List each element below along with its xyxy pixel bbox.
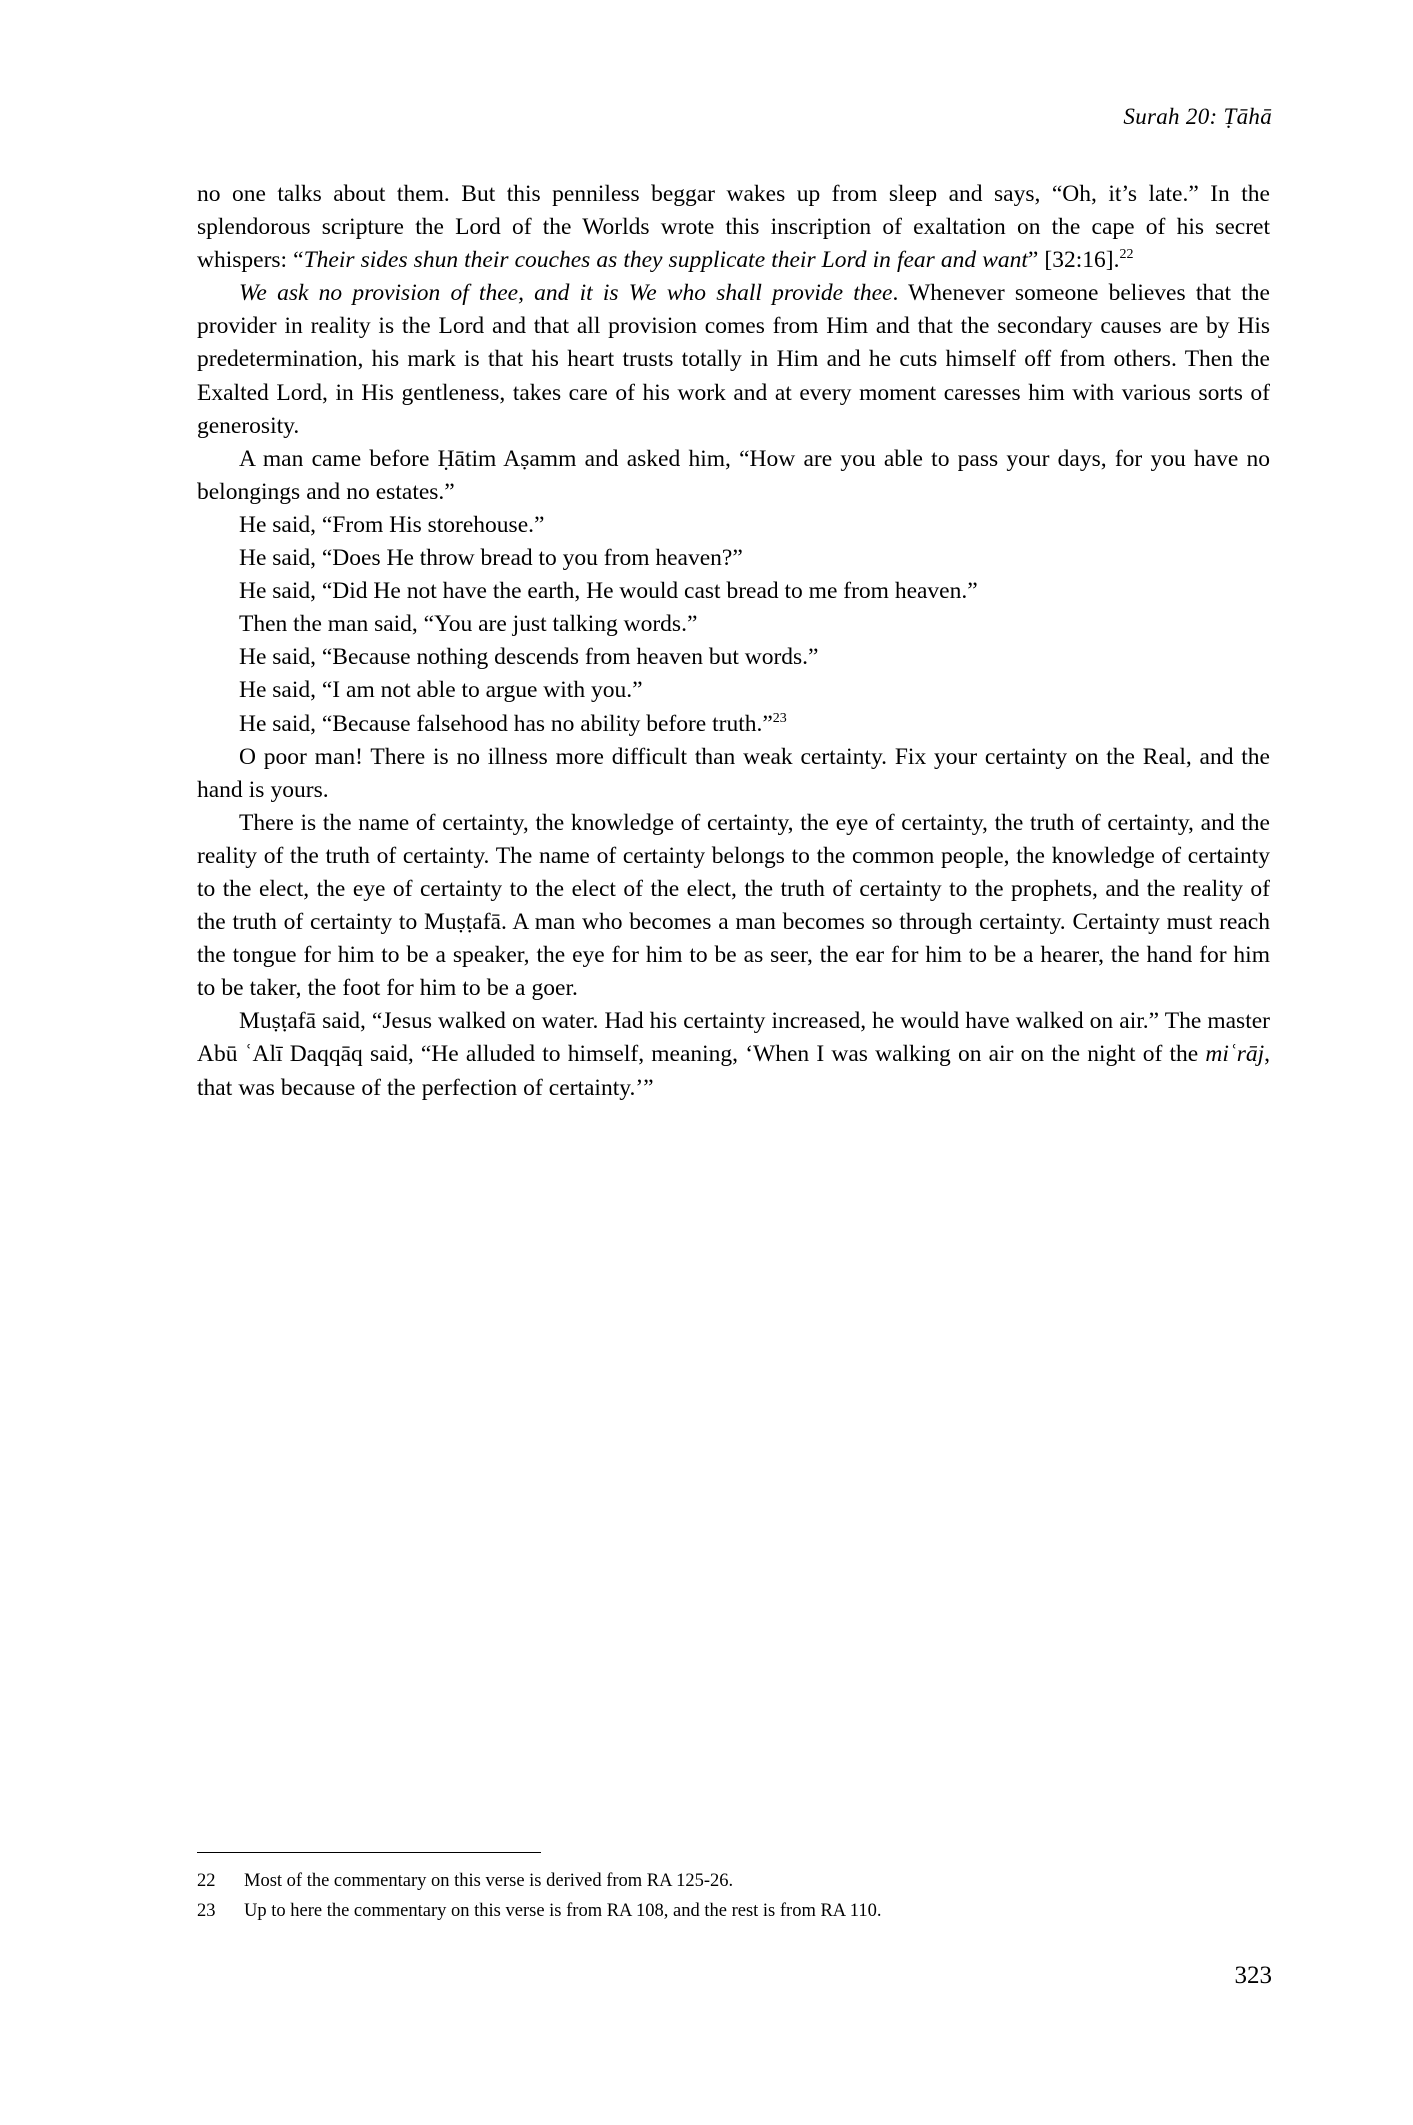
body-paragraph xyxy=(197,178,1270,277)
dialogue-text: Then the man said, “You are just talking words.” xyxy=(239,611,698,638)
body-paragraph xyxy=(197,1005,1270,1104)
footnote-list xyxy=(197,1866,1277,1926)
text-run: . Whenever someone believes that the provider in reality is the Lord and that all provision comes from Him and that the secondary causes are by His predetermination, his mark is that his heart trusts totally in Him and he cuts himself off from others. Then the Exalted Lord, in His gentleness, takes care of his work and at every moment caresses him with various sorts of generosity. xyxy=(197,280,1270,439)
footnote-number[interactable]: 22 xyxy=(197,1871,216,1891)
body-paragraph xyxy=(197,807,1270,1006)
dialogue-line xyxy=(197,608,1270,641)
dialogue-line xyxy=(197,542,1270,575)
footnote-separator-rule xyxy=(197,1852,541,1853)
footnote-item xyxy=(197,1896,1277,1926)
paragraph-group-bottom xyxy=(197,741,1270,1105)
body-text-column xyxy=(197,178,1270,1105)
text-run: ” [32:16]. xyxy=(1027,247,1120,274)
body-paragraph xyxy=(197,741,1270,807)
dialogue-text: He said, “Because nothing descends from heaven but words.” xyxy=(239,644,819,671)
quoted-italic-run: Their sides shun their couches as they supplicate their Lord in fear and want xyxy=(303,247,1028,274)
text-run: There is the name of certainty, the knowledge of certainty, the eye of certainty, the truth of certainty, and the reality of the truth of certainty. The name of certainty belongs to the common people, the knowledge of certainty to the elect, the eye of certainty to the elect of the elect, the truth of certainty to the prophets, and the reality of the truth of certainty to Muṣṭafā. A man who becomes a man becomes so through certainty. Certainty must reach the tongue for him to be a speaker, the eye for him to be as seer, the ear for him to be a hearer, the hand for him to be taker, the foot for him to be a goer. xyxy=(197,809,1270,1002)
dialogue-text: He said, “Does He throw bread to you from heaven?” xyxy=(239,545,743,572)
dialogue-text: He said, “I am not able to argue with you.” xyxy=(239,677,643,704)
footnote-reference-marker[interactable]: 23 xyxy=(772,710,787,726)
dialogue-text: He said, “Did He not have the earth, He would cast bread to me from heaven.” xyxy=(239,578,978,605)
footnote-number[interactable]: 23 xyxy=(197,1901,216,1921)
footnote-reference-marker[interactable]: 22 xyxy=(1119,247,1134,263)
dialogue-line xyxy=(197,509,1270,542)
text-run: , that was because of the perfection of certainty.’” xyxy=(197,1041,1270,1101)
text-run: Muṣṭafā said, “Jesus walked on water. Had his certainty increased, he would have walked on air.” The master Abū ʿAlī Daqqāq said, “He alluded to himself, meaning, ‘When I was walking on air on the night of the xyxy=(197,1008,1270,1068)
quoted-italic-run: miʿrāj xyxy=(1205,1041,1265,1068)
page-number: 323 xyxy=(1234,1962,1272,1989)
dialogue-text: He said, “Because falsehood has no ability before truth.” xyxy=(239,710,773,737)
paragraph-group-top xyxy=(197,178,1270,509)
dialogue-line xyxy=(197,641,1270,674)
quoted-italic-run: We ask no provision of thee, and it is We who shall provide thee xyxy=(239,280,893,307)
body-paragraph xyxy=(197,277,1270,442)
footnote-item xyxy=(197,1866,1277,1896)
dialogue-group xyxy=(197,509,1270,741)
dialogue-line xyxy=(197,708,1270,741)
footnote-area xyxy=(197,1852,1277,1926)
dialogue-text: He said, “From His storehouse.” xyxy=(239,511,545,538)
text-run: A man came before Ḥātim Aṣamm and asked him, “How are you able to pass your days, for you have no belongings and no estates.” xyxy=(197,445,1270,505)
footnote-text: Most of the commentary on this verse is derived from RA 125-26. xyxy=(244,1871,734,1891)
body-paragraph xyxy=(197,443,1270,509)
text-run: O poor man! There is no illness more difficult than weak certainty. Fix your certainty on the Real, and the hand is yours. xyxy=(197,743,1270,803)
dialogue-line xyxy=(197,575,1270,608)
footnote-text: Up to here the commentary on this verse is from RA 108, and the rest is from RA 110. xyxy=(244,1901,882,1921)
dialogue-line xyxy=(197,674,1270,707)
running-head: Surah 20: Ṭāhā xyxy=(1123,104,1272,129)
text-run: no one talks about them. But this penniless beggar wakes up from sleep and says, “Oh, it’s late.” In the splendorous scripture the Lord of the Worlds wrote this inscription of exaltation on the cape of his secret whispers: “ xyxy=(197,181,1270,274)
